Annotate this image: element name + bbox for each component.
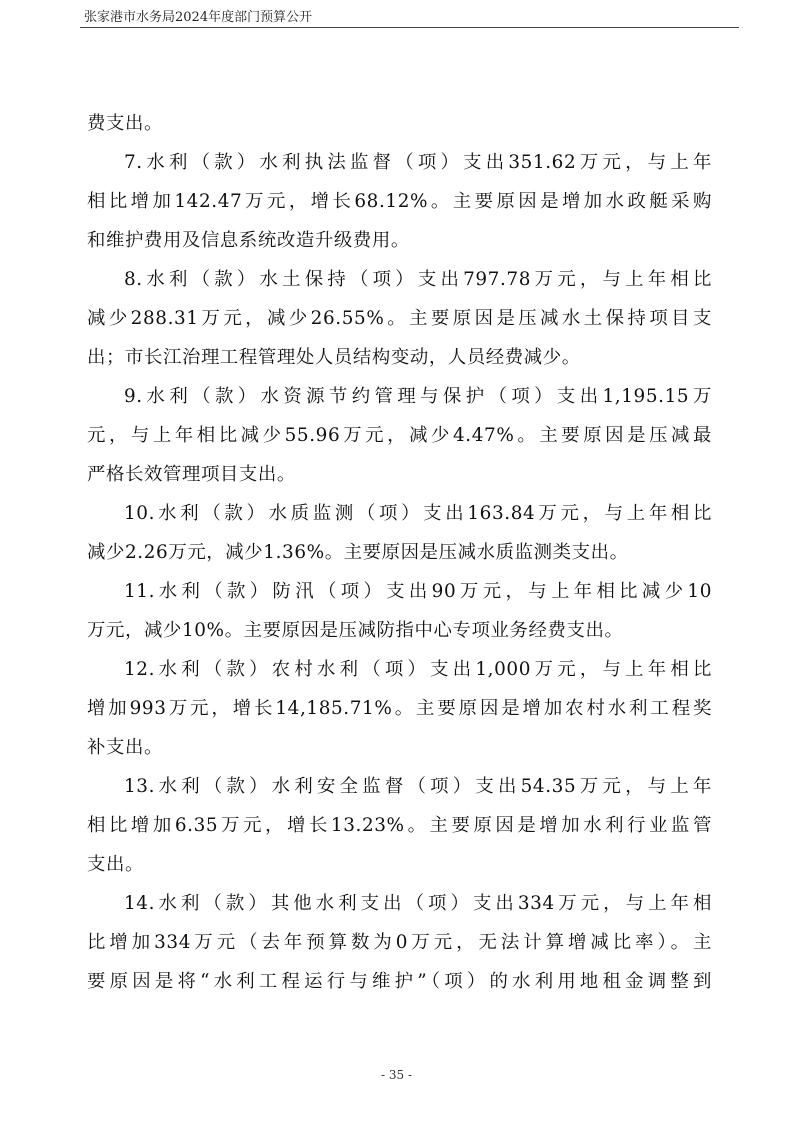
text-line: 出；市长江治理工程管理处人员结构变动，人员经费减少。 <box>87 347 581 368</box>
text-line: 费支出。 <box>87 113 163 134</box>
header-title: 张家港市水务局2024年度部门预算公开 <box>84 10 313 25</box>
text-line: 和维护费用及信息系统改造升级费用。 <box>87 230 410 251</box>
text-line: 减少2.26万元，减少1.36%。主要原因是压减水质监测类支出。 <box>87 542 629 563</box>
text-line: 14.水利（款）其他水利支出（项）支出334万元，与上年相 <box>124 893 712 914</box>
text-line: 8.水利（款）水土保持（项）支出797.78万元，与上年相比 <box>124 269 712 290</box>
text-line: 万元，减少10%。主要原因是压减防指中心专项业务经费支出。 <box>87 620 624 641</box>
text-line: 减少288.31万元，减少26.55%。主要原因是压减水土保持项目支 <box>87 308 712 329</box>
text-line: 10.水利（款）水质监测（项）支出163.84万元，与上年相比 <box>124 503 712 524</box>
text-line: 7.水利（款）水利执法监督（项）支出351.62万元，与上年 <box>124 152 712 173</box>
text-line: 元，与上年相比减少55.96万元，减少4.47%。主要原因是压减最 <box>87 425 712 446</box>
text-line: 13.水利（款）水利安全监督（项）支出54.35万元，与上年 <box>124 776 712 797</box>
text-line: 12.水利（款）农村水利（项）支出1,000万元，与上年相比 <box>124 659 712 680</box>
text-line: 增加993万元，增长14,185.71%。主要原因是增加农村水利工程奖 <box>87 698 712 719</box>
page-number: - 35 - <box>380 1068 412 1082</box>
text-line: 相比增加142.47万元，增长68.12%。主要原因是增加水政艇采购 <box>87 191 712 212</box>
text-line: 11.水利（款）防汛（项）支出90万元，与上年相比减少10 <box>124 581 712 602</box>
text-line: 9.水利（款）水资源节约管理与保护（项）支出1,195.15万 <box>124 386 712 407</box>
text-line: 比增加334万元（去年预算数为0万元，无法计算增减比率）。主 <box>87 932 712 953</box>
text-line: 相比增加6.35万元，增长13.23%。主要原因是增加水利行业监管 <box>87 815 712 836</box>
text-line: 严格长效管理项目支出。 <box>87 464 296 485</box>
text-line: 要原因是将“水利工程运行与维护”（项）的水利用地租金调整到 <box>87 971 712 992</box>
text-line: 补支出。 <box>87 737 163 758</box>
text-line: 支出。 <box>87 854 144 875</box>
